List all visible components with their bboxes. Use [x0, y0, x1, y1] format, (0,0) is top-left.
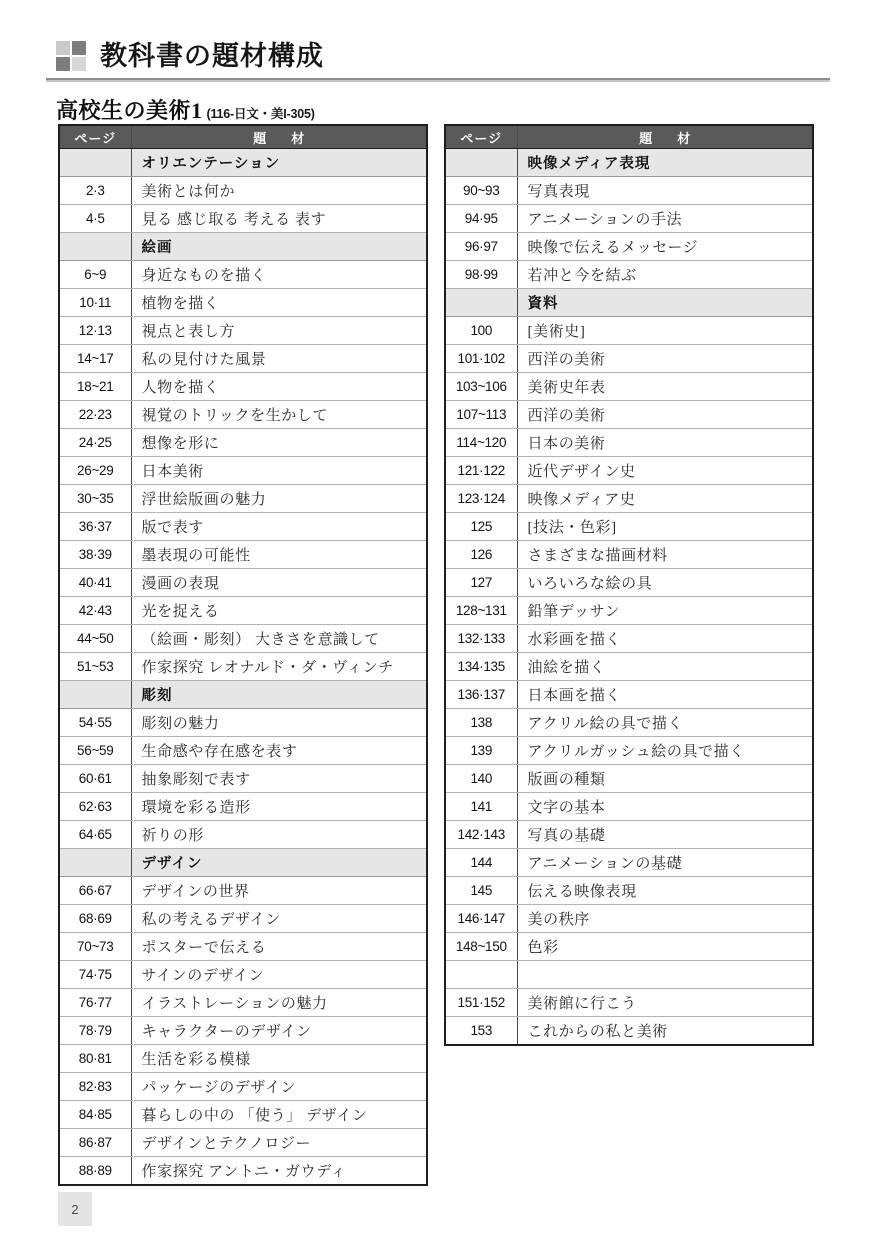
cell-topic: 日本画を描く — [517, 681, 813, 709]
cell-section-title: オリエンテーション — [131, 149, 427, 177]
cell-page: 51~53 — [59, 653, 131, 681]
cell-page: 146·147 — [445, 905, 517, 933]
cell-topic: 抽象彫刻で表す — [131, 765, 427, 793]
table-row — [59, 429, 427, 457]
table-row — [445, 233, 813, 261]
cell-page: 148~150 — [445, 933, 517, 961]
cell-topic: 墨表現の可能性 — [131, 541, 427, 569]
cell-page: 138 — [445, 709, 517, 737]
cell-section-title: 彫刻 — [131, 681, 427, 709]
cell-topic: 視覚のトリックを生かして — [131, 401, 427, 429]
cell-topic: 若冲と今を結ぶ — [517, 261, 813, 289]
column-header-topic: 題 材 — [131, 125, 427, 149]
cell-topic: 鉛筆デッサン — [517, 597, 813, 625]
table-row — [59, 989, 427, 1017]
cell-topic: 近代デザイン史 — [517, 457, 813, 485]
cell-section-title: 映像メディア表現 — [517, 149, 813, 177]
table-row — [59, 513, 427, 541]
cell-topic: 版で表す — [131, 513, 427, 541]
cell-topic: 生命感や存在感を表す — [131, 737, 427, 765]
table-row — [445, 933, 813, 961]
cell-topic: 西洋の美術 — [517, 401, 813, 429]
cell-topic: 見る 感じ取る 考える 表す — [131, 205, 427, 233]
table-row — [445, 653, 813, 681]
cell-page: 30~35 — [59, 485, 131, 513]
cell-page: 78·79 — [59, 1017, 131, 1045]
table-row — [445, 793, 813, 821]
table-blank-row — [445, 961, 813, 989]
table-row — [445, 177, 813, 205]
cell-topic: 写真表現 — [517, 177, 813, 205]
cell-page: 42·43 — [59, 597, 131, 625]
table-section-row — [59, 681, 427, 709]
table-row — [445, 569, 813, 597]
cell-page: 132·133 — [445, 625, 517, 653]
cell-page: 6~9 — [59, 261, 131, 289]
cell-page — [445, 149, 517, 177]
cell-page: 44~50 — [59, 625, 131, 653]
cell-page: 82·83 — [59, 1073, 131, 1101]
table-row — [59, 1129, 427, 1157]
cell-page: 36·37 — [59, 513, 131, 541]
cell-topic: 美術史年表 — [517, 373, 813, 401]
cell-page: 40·41 — [59, 569, 131, 597]
table-row — [59, 401, 427, 429]
cell-page: 12·13 — [59, 317, 131, 345]
cell-page — [59, 681, 131, 709]
cell-page: 94·95 — [445, 205, 517, 233]
table-row — [59, 373, 427, 401]
book-title-row — [56, 94, 315, 125]
table-row — [59, 961, 427, 989]
cell-topic: 伝える映像表現 — [517, 877, 813, 905]
cell-page: 68·69 — [59, 905, 131, 933]
cell-page: 126 — [445, 541, 517, 569]
cell-page: 98·99 — [445, 261, 517, 289]
toc-table-right — [444, 124, 814, 1046]
cell-page: 103~106 — [445, 373, 517, 401]
cell-page: 125 — [445, 513, 517, 541]
cell-topic: イラストレーションの魅力 — [131, 989, 427, 1017]
cell-page: 139 — [445, 737, 517, 765]
column-header-page: ページ — [59, 125, 131, 149]
cell-topic: 視点と表し方 — [131, 317, 427, 345]
cell-topic: 身近なものを描く — [131, 261, 427, 289]
cell-page: 74·75 — [59, 961, 131, 989]
table-row — [59, 289, 427, 317]
cell-topic: 彫刻の魅力 — [131, 709, 427, 737]
cell-topic: 版画の種類 — [517, 765, 813, 793]
cell-topic: アクリル絵の具で描く — [517, 709, 813, 737]
book-title: 高校生の美術1 — [56, 98, 203, 123]
cell-page: 76·77 — [59, 989, 131, 1017]
table-row — [59, 625, 427, 653]
cell-page — [445, 289, 517, 317]
cell-topic: 美の秩序 — [517, 905, 813, 933]
cell-topic: デザインとテクノロジー — [131, 1129, 427, 1157]
cell-page: 144 — [445, 849, 517, 877]
cell-topic: アニメーションの基礎 — [517, 849, 813, 877]
cell-page — [59, 849, 131, 877]
four-squares-icon — [56, 41, 86, 71]
cell-page: 141 — [445, 793, 517, 821]
cell-topic: 写真の基礎 — [517, 821, 813, 849]
cell-page — [59, 233, 131, 261]
cell-topic: デザインの世界 — [131, 877, 427, 905]
table-row — [59, 737, 427, 765]
table-section-row — [59, 149, 427, 177]
cell-page: 54·55 — [59, 709, 131, 737]
cell-topic: 映像で伝えるメッセージ — [517, 233, 813, 261]
table-row — [445, 625, 813, 653]
cell-topic: 暮らしの中の 「使う」 デザイン — [131, 1101, 427, 1129]
cell-page — [445, 961, 517, 989]
cell-page: 136·137 — [445, 681, 517, 709]
cell-page: 62·63 — [59, 793, 131, 821]
cell-page: 123·124 — [445, 485, 517, 513]
table-row — [445, 1017, 813, 1046]
cell-page: 142·143 — [445, 821, 517, 849]
table-row — [59, 1017, 427, 1045]
cell-page: 128~131 — [445, 597, 517, 625]
cell-topic: 日本の美術 — [517, 429, 813, 457]
toc-left-body — [59, 149, 427, 1186]
cell-page: 101·102 — [445, 345, 517, 373]
cell-topic: アニメーションの手法 — [517, 205, 813, 233]
cell-topic: ポスターで伝える — [131, 933, 427, 961]
cell-page: 38·39 — [59, 541, 131, 569]
cell-page: 134·135 — [445, 653, 517, 681]
column-header-topic: 題 材 — [517, 125, 813, 149]
page-header — [56, 36, 842, 76]
cell-topic: 色彩 — [517, 933, 813, 961]
cell-page: 26~29 — [59, 457, 131, 485]
cell-topic: 漫画の表現 — [131, 569, 427, 597]
table-row — [59, 541, 427, 569]
cell-page: 56~59 — [59, 737, 131, 765]
icon-square-top-left — [56, 41, 70, 55]
cell-page — [59, 149, 131, 177]
table-row — [445, 261, 813, 289]
cell-topic: 美術館に行こう — [517, 989, 813, 1017]
table-row — [59, 317, 427, 345]
table-row — [59, 1073, 427, 1101]
icon-square-top-right — [72, 41, 86, 55]
cell-topic: アクリルガッシュ絵の具で描く — [517, 737, 813, 765]
cell-page: 88·89 — [59, 1157, 131, 1186]
cell-page: 60·61 — [59, 765, 131, 793]
table-row — [445, 205, 813, 233]
column-header-page: ページ — [445, 125, 517, 149]
cell-topic: いろいろな絵の具 — [517, 569, 813, 597]
cell-section-title: 資料 — [517, 289, 813, 317]
table-row — [445, 765, 813, 793]
cell-page: 14~17 — [59, 345, 131, 373]
cell-topic: 作家探究 アントニ・ガウディ — [131, 1157, 427, 1186]
table-row — [445, 457, 813, 485]
cell-topic: 文字の基本 — [517, 793, 813, 821]
cell-page: 145 — [445, 877, 517, 905]
cell-topic: 油絵を描く — [517, 653, 813, 681]
icon-square-bottom-left — [56, 57, 70, 71]
cell-topic — [517, 961, 813, 989]
table-row — [59, 345, 427, 373]
cell-topic: 水彩画を描く — [517, 625, 813, 653]
cell-page: 10·11 — [59, 289, 131, 317]
header-divider — [46, 78, 830, 82]
table-row — [59, 261, 427, 289]
cell-topic: 美術とは何か — [131, 177, 427, 205]
table-row — [445, 597, 813, 625]
toc-table-left — [58, 124, 428, 1186]
cell-topic: 映像メディア史 — [517, 485, 813, 513]
table-row — [59, 205, 427, 233]
table-section-row — [445, 289, 813, 317]
table-row — [59, 457, 427, 485]
cell-topic: 植物を描く — [131, 289, 427, 317]
cell-topic: 西洋の美術 — [517, 345, 813, 373]
cell-page: 86·87 — [59, 1129, 131, 1157]
cell-page: 90~93 — [445, 177, 517, 205]
table-row — [59, 177, 427, 205]
table-row — [445, 681, 813, 709]
table-section-row — [445, 149, 813, 177]
table-row — [59, 933, 427, 961]
cell-topic: 作家探究 レオナルド・ダ・ヴィンチ — [131, 653, 427, 681]
table-row — [445, 401, 813, 429]
cell-topic: キャラクターのデザイン — [131, 1017, 427, 1045]
cell-topic: 私の見付けた風景 — [131, 345, 427, 373]
cell-page: 22·23 — [59, 401, 131, 429]
table-row — [59, 709, 427, 737]
cell-topic: 祈りの形 — [131, 821, 427, 849]
table-row — [59, 569, 427, 597]
table-row — [445, 877, 813, 905]
table-section-row — [59, 849, 427, 877]
table-header-row — [59, 125, 427, 149]
cell-topic: 人物を描く — [131, 373, 427, 401]
table-row — [59, 765, 427, 793]
table-row — [445, 429, 813, 457]
cell-page: 96·97 — [445, 233, 517, 261]
table-section-row — [59, 233, 427, 261]
cell-section-title: デザイン — [131, 849, 427, 877]
table-row — [59, 1045, 427, 1073]
cell-section-title: 絵画 — [131, 233, 427, 261]
cell-page: 153 — [445, 1017, 517, 1046]
cell-page: 66·67 — [59, 877, 131, 905]
cell-page: 121·122 — [445, 457, 517, 485]
cell-page: 24·25 — [59, 429, 131, 457]
cell-page: 64·65 — [59, 821, 131, 849]
toc-right-body — [445, 149, 813, 1046]
icon-square-bottom-right — [72, 57, 86, 71]
cell-topic: サインのデザイン — [131, 961, 427, 989]
cell-topic: （絵画・彫刻） 大きさを意識して — [131, 625, 427, 653]
table-row — [445, 485, 813, 513]
cell-topic: 生活を彩る模様 — [131, 1045, 427, 1073]
cell-page: 80·81 — [59, 1045, 131, 1073]
cell-page: 100 — [445, 317, 517, 345]
table-row — [59, 905, 427, 933]
cell-page: 4·5 — [59, 205, 131, 233]
cell-topic: 光を捉える — [131, 597, 427, 625]
cell-page: 18~21 — [59, 373, 131, 401]
cell-topic: [美術史] — [517, 317, 813, 345]
table-row — [445, 345, 813, 373]
cell-topic: パッケージのデザイン — [131, 1073, 427, 1101]
table-row — [59, 653, 427, 681]
cell-page: 114~120 — [445, 429, 517, 457]
cell-page: 107~113 — [445, 401, 517, 429]
table-row — [59, 1157, 427, 1186]
table-row — [445, 709, 813, 737]
page-number: 2 — [58, 1192, 92, 1226]
table-row — [445, 989, 813, 1017]
cell-topic: [技法・色彩] — [517, 513, 813, 541]
table-row — [445, 821, 813, 849]
cell-page: 127 — [445, 569, 517, 597]
book-code: (116-日文・美I-305) — [206, 107, 315, 121]
table-row — [59, 597, 427, 625]
table-row — [445, 849, 813, 877]
table-row — [59, 877, 427, 905]
table-row — [445, 317, 813, 345]
table-row — [445, 737, 813, 765]
cell-topic: 浮世絵版画の魅力 — [131, 485, 427, 513]
cell-topic: さまざまな描画材料 — [517, 541, 813, 569]
table-header-row — [445, 125, 813, 149]
cell-page: 151·152 — [445, 989, 517, 1017]
cell-topic: これからの私と美術 — [517, 1017, 813, 1046]
cell-topic: 環境を彩る造形 — [131, 793, 427, 821]
cell-topic: 日本美術 — [131, 457, 427, 485]
cell-topic: 私の考えるデザイン — [131, 905, 427, 933]
table-row — [445, 541, 813, 569]
table-row — [59, 1101, 427, 1129]
cell-page: 84·85 — [59, 1101, 131, 1129]
table-row — [445, 373, 813, 401]
cell-page: 140 — [445, 765, 517, 793]
page-title: 教科書の題材構成 — [100, 40, 324, 71]
cell-topic: 想像を形に — [131, 429, 427, 457]
table-row — [59, 485, 427, 513]
table-row — [445, 905, 813, 933]
table-row — [59, 793, 427, 821]
cell-page: 70~73 — [59, 933, 131, 961]
cell-page: 2·3 — [59, 177, 131, 205]
table-row — [445, 513, 813, 541]
table-row — [59, 821, 427, 849]
